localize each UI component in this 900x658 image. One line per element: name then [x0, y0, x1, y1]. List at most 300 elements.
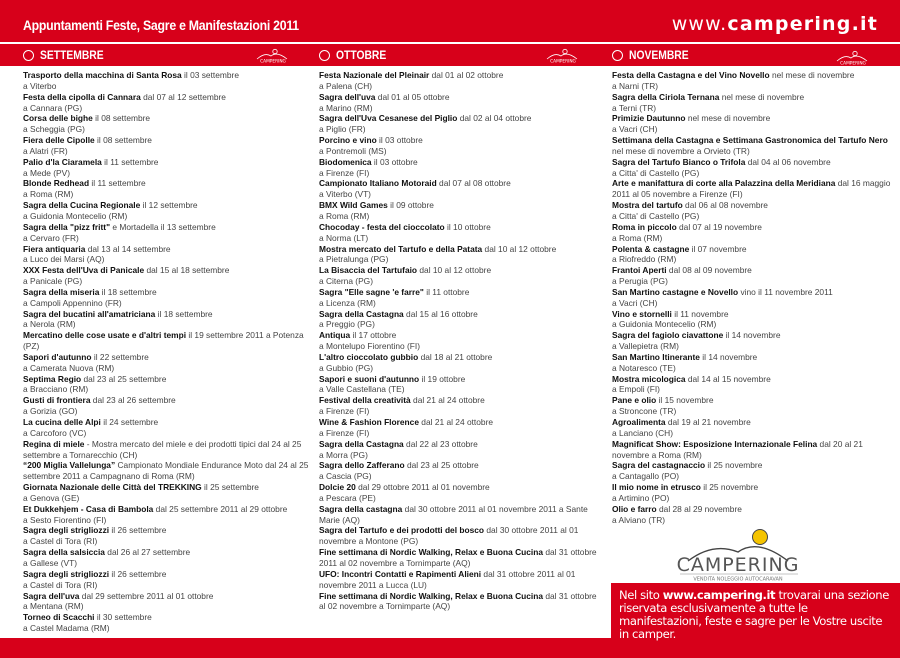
event-date: dal 23 al 26 settembre: [90, 395, 176, 406]
event-date: il 03 ottobre: [376, 135, 423, 146]
event-date: il 24 settembre: [100, 417, 159, 427]
circle-bullet-icon: [319, 50, 330, 61]
sun-icon: [753, 530, 768, 545]
event-date: Campionato Mondiale Endurance Moto dal 24 al 25 settembre 2011 a Campagnano di Roma (RM): [23, 460, 309, 482]
event-location: a Roma (RM): [23, 189, 74, 200]
event-item: [612, 92, 898, 114]
event-date: dal 25 settembre 2011 al 29 ottobre: [153, 503, 288, 514]
promo-box: Nel sito www.campering.it trovarai una sezione riservata esclusivamente a tutte le manifestazioni, feste e sagre per le Vostre uscite in camper.: [611, 583, 900, 658]
event-date: il 08 settembre: [94, 135, 152, 146]
event-date: dal 16 maggio 2011 al 05 novembre a Firenze (FI): [612, 178, 891, 200]
event-item: [23, 265, 313, 287]
event-item: [319, 504, 604, 526]
event-item: [23, 417, 313, 439]
event-name: Dolcie 20: [319, 482, 356, 493]
event-date: dal 31 ottobre 2011 al 02 novembre a Tornimparte (AQ): [319, 547, 597, 568]
circle-bullet-icon: [612, 50, 623, 61]
event-date: dal 28 al 29 novembre: [656, 503, 742, 514]
campering-mini-logo-icon: [251, 48, 295, 64]
event-name: Corsa delle bighe: [23, 113, 93, 124]
event-date: dal 31 ottobre 2011 al 01 novembre 2011 a Lucca (LU): [319, 568, 576, 590]
event-location: a Cannara (PG): [23, 102, 83, 113]
event-name: Giornata Nazionale delle Città del TREKKING: [23, 482, 202, 493]
event-name: Festival della creatività: [319, 395, 411, 406]
event-name: Septima Regio: [23, 373, 82, 384]
event-item: [319, 374, 604, 396]
event-location: a Roma (RM): [612, 232, 663, 243]
event-location: a Scheggia (PG): [23, 124, 85, 135]
event-name: Trasporto della macchina di Santa Rosa: [23, 70, 182, 80]
event-item: [319, 265, 604, 287]
event-date: dal 23 al 25 ottobre: [404, 460, 479, 471]
event-date: il 19 settembre 2011 a Potenza (PZ): [23, 330, 304, 352]
event-location: a Genova (GE): [23, 492, 80, 503]
event-name: Sagra della "pizz fritt": [23, 221, 111, 232]
event-name: Frantoi Aperti: [612, 265, 667, 276]
event-name: Festa Nazionale del Pleinair: [319, 70, 430, 80]
event-item: [612, 352, 898, 374]
event-name: Olio e farro: [612, 503, 657, 514]
event-name: Porcino e vino: [319, 135, 377, 146]
event-item: [612, 200, 898, 222]
event-item: [612, 482, 898, 504]
event-item: [319, 330, 604, 352]
event-name: Polenta & castagne: [612, 243, 690, 254]
event-date: il 11 settembre: [89, 178, 146, 189]
event-location: a Viterbo: [23, 80, 57, 91]
event-name: La cucina delle Alpi: [23, 417, 101, 427]
event-location: a Bracciano (RM): [23, 384, 89, 395]
event-name: Sagra dell'Uva Cesanese del Piglio: [319, 113, 458, 124]
svg-text:CAMPERING: CAMPERING: [260, 59, 286, 64]
event-item: [23, 352, 313, 374]
event-location: a Firenze (FI): [319, 406, 370, 417]
event-item: [319, 157, 604, 179]
event-item: [319, 460, 604, 482]
event-date: - Mostra mercato del miele e dei prodotti tipici dal 24 al 25 settembre a Tornarecchio (CH): [23, 438, 302, 460]
event-item: [612, 244, 898, 266]
event-date: dal 13 al 14 settembre: [85, 243, 171, 254]
event-location: a Artimino (PO): [612, 492, 670, 503]
event-item: [319, 135, 604, 157]
event-name: Palio d'la Ciaramela: [23, 156, 102, 167]
event-date: il 11 settembre: [101, 156, 159, 167]
event-date: il 14 novembre: [699, 351, 758, 362]
event-name: Arte e manifattura di corte alla Palazzina della Meridiana: [612, 178, 836, 189]
event-name: Campionato Italiano Motoraid: [319, 178, 437, 189]
event-item: [23, 395, 313, 417]
event-location: a Viterbo (VT): [319, 189, 371, 200]
event-location: a Gorizia (GO): [23, 406, 78, 417]
event-location: a Guidonia Montecelio (RM): [612, 319, 717, 330]
event-location: a Palena (CH): [319, 80, 373, 91]
event-date: il 30 settembre: [94, 612, 152, 623]
event-date: dal 15 al 16 ottobre: [403, 308, 478, 319]
event-location: a Campoli Appennino (FR): [23, 297, 122, 308]
circle-bullet-icon: [23, 50, 34, 61]
event-location: a Mentana (RM): [23, 601, 84, 612]
event-location: a Gallese (VT): [23, 557, 77, 568]
event-item: [319, 417, 604, 439]
event-location: a Pietralunga (PG): [319, 254, 389, 265]
event-item: [319, 482, 604, 504]
event-date: il 19 ottobre: [419, 373, 466, 384]
event-name: Sagra della Ciriola Ternana: [612, 91, 720, 102]
event-item: [319, 525, 604, 547]
event-location: a Morra (PG): [319, 449, 368, 460]
event-date: dal 29 ottobre 2011 al 01 novembre: [355, 482, 490, 493]
svg-text:CAMPERING: CAMPERING: [550, 59, 576, 64]
event-item: [612, 287, 898, 309]
event-date: dal 21 al 24 ottobre: [418, 417, 494, 427]
event-item: [23, 135, 313, 157]
event-date: il 26 settembre: [109, 568, 167, 579]
event-item: [319, 70, 604, 92]
event-location: a Guidonia Montecelio (RM): [23, 210, 128, 221]
event-date: il 03 settembre: [181, 70, 239, 80]
event-name: Festa della cipolla di Cannara: [23, 91, 141, 102]
event-item: [612, 374, 898, 396]
event-date: il 12 settembre: [140, 200, 198, 211]
event-location: a Cascia (PG): [319, 471, 372, 482]
event-date: il 14 novembre: [723, 330, 781, 341]
event-name: Roma in piccolo: [612, 221, 677, 232]
event-date: dal 15 al 18 settembre: [144, 265, 230, 276]
event-name: Sapori d'autunno: [23, 351, 92, 362]
event-date: il 25 settembre: [201, 482, 259, 493]
event-location: a Citta' di Castello (PG): [612, 210, 700, 221]
event-name: Mostra micologica: [612, 373, 686, 384]
campering-mini-logo-icon: [831, 50, 875, 66]
event-item: [23, 439, 313, 461]
event-name: UFO: Incontri Contatti e Rapimenti Alieni: [319, 568, 482, 579]
event-item: [612, 265, 898, 287]
event-location: a Pescara (PE): [319, 492, 376, 503]
event-name: Mercatino delle cose usate e d'altri tempi: [23, 330, 187, 341]
event-item: [319, 113, 604, 135]
event-item: [319, 244, 604, 266]
event-item: [612, 504, 898, 526]
event-date: il 18 settembre: [99, 286, 157, 297]
event-name: Sagra del Tartufo e dei prodotti del bosco: [319, 525, 485, 536]
event-location: a Stroncone (TR): [612, 406, 677, 417]
event-item: [612, 439, 898, 461]
event-location: a Luco dei Marsi (AQ): [23, 254, 105, 265]
event-item: [612, 330, 898, 352]
event-date: dal 22 al 23 ottobre: [403, 438, 478, 449]
event-date: dal 18 al 21 ottobre: [418, 351, 493, 362]
event-location: a Panicale (PG): [23, 276, 83, 287]
event-item: [23, 591, 313, 613]
event-name: Biodomenica: [319, 156, 372, 167]
event-date: dal 30 ottobre 2011 al 01 novembre 2011 a Sante Marie (AQ): [319, 503, 588, 525]
event-date: dal 06 al 08 novembre: [682, 200, 768, 211]
event-name: Vino e stornelli: [612, 308, 672, 319]
event-date: dal 23 al 25 settembre: [81, 373, 167, 384]
event-name: “200 Miglia Vallelunga”: [23, 460, 116, 471]
event-name: Wine & Fashion Florence: [319, 417, 419, 427]
event-item: [612, 417, 898, 439]
event-date: dal 04 al 06 novembre: [745, 156, 831, 167]
event-location: a Montelupo Fiorentino (FI): [319, 341, 421, 352]
events-list-ottobre: [319, 70, 604, 612]
event-name: BMX Wild Games: [319, 200, 388, 211]
event-item: [319, 395, 604, 417]
event-name: Chocoday - festa del cioccolato: [319, 221, 445, 232]
event-date: il 07 novembre: [689, 243, 747, 254]
event-date: il 25 novembre: [705, 460, 763, 471]
event-date: dal 10 al 12 ottobre: [417, 265, 492, 276]
event-item: [23, 287, 313, 309]
event-name: Sagra della castagna: [319, 503, 403, 514]
event-date: il 11 novembre: [671, 308, 729, 319]
month-header-ottobre: OTTOBRE: [319, 44, 394, 66]
event-item: [612, 395, 898, 417]
event-location: a Notaresco (TE): [612, 362, 676, 373]
event-item: [23, 309, 313, 331]
event-name: Agroalimenta: [612, 417, 666, 427]
event-name: Sagra dello Zafferano: [319, 460, 405, 471]
event-item: [23, 200, 313, 222]
event-name: Sagra degli strigliozzi: [23, 525, 110, 536]
month-header-novembre: NOVEMBRE: [612, 44, 698, 66]
event-item: [23, 92, 313, 114]
event-item: [23, 113, 313, 135]
event-name: Sagra del castagnaccio: [612, 460, 706, 471]
event-location: a Piglio (FR): [319, 124, 366, 135]
event-name: Il mio nome in etrusco: [612, 482, 701, 493]
event-name: Settimana della Castagna e Settimana Gastronomica del Tartufo Nero: [612, 135, 888, 146]
event-date: dal 10 al 12 ottobre: [482, 243, 557, 254]
event-date: dal 07 al 08 ottobre: [436, 178, 511, 189]
event-name: Mostra del tartufo: [612, 200, 683, 211]
event-item: [612, 222, 898, 244]
event-name: Sagra della Cucina Regionale: [23, 200, 141, 211]
logo-wordmark: CAMPERING: [676, 554, 800, 576]
event-item: [612, 157, 898, 179]
event-location: a Gubbio (PG): [319, 362, 373, 373]
event-item: [319, 92, 604, 114]
event-location: a Citta' di Castello (PG): [612, 167, 700, 178]
event-name: Blonde Redhead: [23, 178, 90, 189]
event-date: il 25 novembre: [700, 482, 759, 493]
site-url-brand: campering.it: [727, 13, 878, 35]
event-date: dal 30 ottobre 2011 al 01 novembre a Montone (PG): [319, 525, 579, 547]
logo-tagline: VENDITA NOLEGGIO AUTOCARAVAN: [693, 576, 783, 583]
event-name: La Bisaccia del Tartufaio: [319, 265, 418, 276]
event-location: a Perugia (PG): [612, 276, 668, 287]
event-item: [319, 222, 604, 244]
event-name: Torneo di Scacchi: [23, 612, 95, 623]
events-list-novembre: [612, 70, 898, 525]
event-item: [23, 157, 313, 179]
event-item: [23, 222, 313, 244]
event-item: [612, 178, 898, 200]
event-location: a Preggio (PG): [319, 319, 375, 330]
event-item: [23, 569, 313, 591]
event-location: a Cervaro (FR): [23, 232, 79, 243]
event-name: Sagra degli strigliozzi: [23, 568, 110, 579]
event-name: San Martino castagne e Novello: [612, 286, 739, 297]
event-item: [319, 439, 604, 461]
event-location: a Citerna (PG): [319, 276, 373, 287]
event-location: a Cantagallo (PO): [612, 471, 680, 482]
event-item: [23, 244, 313, 266]
event-date: il 15 novembre: [656, 395, 714, 406]
event-location: a Licenza (RM): [319, 297, 376, 308]
event-item: [319, 309, 604, 331]
event-date: dal 29 settembre 2011 al 01 ottobre: [79, 590, 214, 601]
event-location: a Sesto Fiorentino (FI): [23, 514, 107, 525]
event-date: il 26 settembre: [109, 525, 167, 536]
event-name: Sagra della Castagna: [319, 438, 404, 449]
event-name: Sagra del Tartufo Bianco o Trifola: [612, 156, 746, 167]
event-name: Festa della Castagna e del Vino Novello: [612, 70, 770, 80]
event-location: a Castel di Tora (RI): [23, 536, 98, 547]
event-date: il 08 settembre: [92, 113, 151, 124]
campering-mini-logo-icon: [541, 48, 585, 64]
event-item: [23, 547, 313, 569]
event-item: [319, 591, 604, 613]
event-name: Primizie Dautunno: [612, 113, 686, 124]
event-location: a Terni (TR): [612, 102, 657, 113]
event-location: a Riofreddo (RM): [612, 254, 677, 265]
event-name: L'altro cioccolato gubbio: [319, 351, 419, 362]
event-name: Sagra del bucatini all'amatriciana: [23, 308, 156, 319]
event-item: [23, 330, 313, 352]
event-location: a Vacri (CH): [612, 297, 658, 308]
event-item: [23, 178, 313, 200]
event-item: [319, 178, 604, 200]
event-date: vino il 11 novembre 2011: [738, 286, 833, 297]
event-date: dal 19 al 21 novembre: [665, 417, 751, 427]
event-name: Sagra del fagiolo ciavattone: [612, 330, 724, 341]
event-date: il 11 ottobre: [423, 286, 470, 297]
month-header-settembre: SETTEMBRE: [23, 44, 114, 66]
event-location: a Roma (RM): [319, 210, 370, 221]
event-location: a Vacri (CH): [612, 124, 658, 135]
event-name: Magnificat Show: Esposizione Internazionale Felina: [612, 438, 818, 449]
event-date: il 18 settembre: [155, 308, 213, 319]
event-location: a Firenze (FI): [319, 427, 370, 438]
event-item: [319, 200, 604, 222]
event-name: Sagra "Elle sagne 'e farre": [319, 286, 424, 297]
event-item: [23, 612, 313, 634]
event-name: Fine settimana di Nordic Walking, Relax e Buona Cucina: [319, 547, 543, 558]
event-name: Sagra della Castagna: [319, 308, 404, 319]
event-item: [319, 569, 604, 591]
event-date: dal 07 al 19 novembre: [676, 221, 762, 232]
event-item: [319, 547, 604, 569]
event-item: [23, 70, 313, 92]
event-location: a Castel di Tora (RI): [23, 579, 98, 590]
event-location: a Narni (TR): [612, 80, 659, 91]
event-item: [23, 482, 313, 504]
event-location: a Castel Madama (RM): [23, 623, 110, 634]
event-location: a Firenze (FI): [319, 167, 370, 178]
event-item: [612, 70, 898, 92]
event-item: [612, 135, 898, 157]
campering-logo: [668, 528, 808, 584]
event-item: [23, 525, 313, 547]
event-date: nel mese di novembre: [685, 113, 771, 124]
site-url-prefix: www.: [671, 13, 728, 35]
event-name: Fine settimana di Nordic Walking, Relax e Buona Cucina: [319, 590, 543, 601]
event-location: a Carcoforo (VC): [23, 427, 87, 438]
month-header-band: [0, 44, 900, 66]
event-location: a Camerata Nuova (RM): [23, 362, 115, 373]
event-date: nel mese di novembre a Orvieto (TR): [612, 145, 750, 156]
event-location: a Valle Castellana (TE): [319, 384, 405, 395]
event-item: [23, 460, 313, 482]
event-date: il 10 ottobre: [444, 221, 491, 232]
event-location: a Alatri (FR): [23, 145, 68, 156]
event-date: dal 01 al 02 ottobre: [429, 70, 504, 80]
event-location: a Pontremoli (MS): [319, 145, 387, 156]
event-name: Fiera antiquaria: [23, 243, 86, 254]
event-item: [23, 504, 313, 526]
event-date: il 09 ottobre: [387, 200, 434, 211]
site-url-link[interactable]: [672, 13, 878, 35]
event-date: dal 02 al 04 ottobre: [457, 113, 532, 124]
event-date: dal 14 al 15 novembre: [685, 373, 771, 384]
event-date: e Mortadella il 13 settembre: [110, 221, 216, 232]
event-date: dal 01 al 05 ottobre: [375, 91, 450, 102]
event-name: Fiera delle Cipolle: [23, 135, 95, 146]
event-date: nel mese di novembre: [769, 70, 855, 80]
event-name: Antiqua: [319, 330, 351, 341]
event-date: dal 20 al 21 novembre a Roma (RM): [612, 438, 863, 460]
event-location: a Empoli (FI): [612, 384, 660, 395]
event-location: a Vallepietra (RM): [612, 341, 679, 352]
event-date: nel mese di novembre: [719, 91, 805, 102]
event-date: dal 31 ottobre al 02 novembre a Tornimparte (AQ): [319, 590, 597, 612]
event-date: dal 26 al 27 settembre: [104, 547, 191, 558]
event-date: dal 07 al 12 settembre: [140, 91, 226, 102]
events-list-settembre: [23, 70, 313, 634]
event-name: Sagra dell'uva: [23, 590, 80, 601]
event-name: XXX Festa dell'Uva di Panicale: [23, 265, 145, 276]
event-date: dal 08 al 09 novembre: [666, 265, 752, 276]
event-name: Sagra dell'uva: [319, 91, 376, 102]
event-item: [319, 352, 604, 374]
event-name: Et Dukkehjem - Casa di Bambola: [23, 503, 154, 514]
event-name: Regina di miele: [23, 438, 85, 449]
event-location: a Alviano (TR): [612, 514, 666, 525]
event-location: a Norma (LT): [319, 232, 369, 243]
event-date: il 22 settembre: [91, 351, 149, 362]
event-location: a Mede (PV): [23, 167, 71, 178]
event-name: Sapori e suoni d'autunno: [319, 373, 420, 384]
promo-link[interactable]: www.campering.it: [662, 588, 776, 602]
event-item: [612, 113, 898, 135]
event-date: dal 21 al 24 ottobre: [410, 395, 485, 406]
event-name: Gusti di frontiera: [23, 395, 91, 406]
page-title: Appuntamenti Feste, Sagre e Manifestazioni 2011: [23, 17, 299, 33]
event-location: a Marino (RM): [319, 102, 373, 113]
event-date: il 03 ottobre: [371, 156, 418, 167]
event-name: Mostra mercato del Tartufo e della Patata: [319, 243, 483, 254]
event-name: San Martino Itinerante: [612, 351, 700, 362]
event-location: a Lanciano (CH): [612, 427, 673, 438]
event-item: [319, 287, 604, 309]
event-item: [612, 460, 898, 482]
svg-text:CAMPERING: CAMPERING: [840, 61, 866, 66]
event-name: Sagra della salsiccia: [23, 547, 105, 558]
event-location: a Nerola (RM): [23, 319, 76, 330]
event-item: [612, 309, 898, 331]
event-name: Sagra della miseria: [23, 286, 100, 297]
